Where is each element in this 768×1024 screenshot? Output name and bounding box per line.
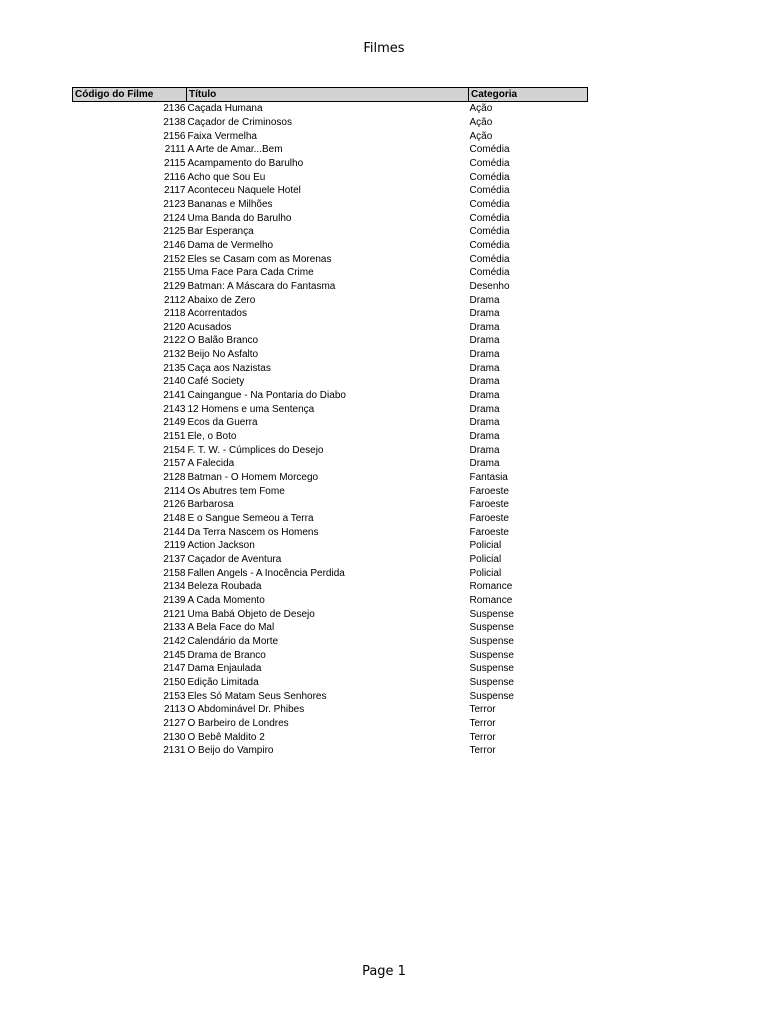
film-code-cell: 2117 <box>163 185 186 197</box>
table-row <box>73 266 588 280</box>
film-code-cell: 2136 <box>163 103 186 115</box>
table-row <box>73 512 588 526</box>
table-row <box>73 116 588 130</box>
film-category-cell: Suspense <box>469 676 514 688</box>
film-code-cell: 2143 <box>163 403 186 415</box>
header-code: Código do Filme <box>73 88 187 102</box>
film-category-cell: Drama <box>469 458 500 470</box>
film-title-cell: Dama Enjaulada <box>187 663 262 675</box>
table-row <box>73 525 588 539</box>
film-code-cell: 2120 <box>163 321 186 333</box>
film-category-cell: Comédia <box>469 212 510 224</box>
table-row <box>73 662 588 676</box>
film-category-cell: Suspense <box>469 608 514 620</box>
film-title-cell: O Balão Branco <box>187 335 259 347</box>
film-category-cell: Policial <box>469 553 502 565</box>
film-title-cell: Uma Face Para Cada Crime <box>187 267 314 279</box>
film-title-cell: Caça aos Nazistas <box>187 362 271 374</box>
table-row <box>73 457 588 471</box>
film-code-cell: 2141 <box>163 390 186 402</box>
film-code-cell: 2118 <box>163 308 186 320</box>
table-row <box>73 676 588 690</box>
table-row <box>73 594 588 608</box>
table-header-row <box>73 88 588 102</box>
film-code-cell: 2133 <box>163 622 186 634</box>
film-code-cell: 2127 <box>163 717 186 729</box>
film-category-cell: Drama <box>469 349 500 361</box>
page-footer: Page 1 <box>362 964 406 979</box>
film-category-cell: Desenho <box>469 280 510 292</box>
film-code-cell: 2130 <box>163 731 186 743</box>
table-row <box>73 730 588 744</box>
film-code-cell: 2151 <box>163 431 186 443</box>
film-category-cell: Comédia <box>469 226 510 238</box>
film-title-cell: O Bebê Maldito 2 <box>187 731 265 743</box>
film-category-cell: Comédia <box>469 157 510 169</box>
film-category-cell: Faroeste <box>469 526 509 538</box>
film-category-cell: Policial <box>469 540 502 552</box>
film-code-cell: 2119 <box>163 540 186 552</box>
film-title-cell: Eles se Casam com as Morenas <box>187 253 332 265</box>
film-category-cell: Comédia <box>469 144 510 156</box>
film-category-cell: Terror <box>469 745 496 757</box>
film-code-cell: 2158 <box>163 567 186 579</box>
header-title: Título <box>187 88 469 102</box>
film-title-cell: Caçador de Criminosos <box>187 116 292 128</box>
table-row <box>73 566 588 580</box>
film-code-cell: 2134 <box>163 581 186 593</box>
film-category-cell: Drama <box>469 335 500 347</box>
film-code-cell: 2157 <box>163 458 186 470</box>
table-row <box>73 129 588 143</box>
film-code-cell: 2123 <box>163 198 186 210</box>
film-code-cell: 2114 <box>163 485 186 497</box>
film-title-cell: F. T. W. - Cúmplices do Desejo <box>187 444 324 456</box>
film-category-cell: Drama <box>469 376 500 388</box>
film-title-cell: Aconteceu Naquele Hotel <box>187 185 301 197</box>
table-row <box>73 280 588 294</box>
film-title-cell: A Falecida <box>187 458 235 470</box>
table-row <box>73 252 588 266</box>
film-title-cell: Faixa Vermelha <box>187 130 257 142</box>
film-code-cell: 2139 <box>163 594 186 606</box>
film-category-cell: Ação <box>469 130 493 142</box>
table-row <box>73 580 588 594</box>
film-code-cell: 2137 <box>163 553 186 565</box>
film-category-cell: Comédia <box>469 171 510 183</box>
film-category-cell: Drama <box>469 444 500 456</box>
table-row <box>73 648 588 662</box>
film-title-cell: Drama de Branco <box>187 649 266 661</box>
film-title-cell: Acho que Sou Eu <box>187 171 266 183</box>
table-row <box>73 430 588 444</box>
film-code-cell: 2146 <box>163 239 186 251</box>
film-title-cell: Bananas e Milhões <box>187 198 273 210</box>
film-title-cell: Café Society <box>187 376 245 388</box>
film-code-cell: 2145 <box>163 649 186 661</box>
film-title-cell: Batman: A Máscara do Fantasma <box>187 280 336 292</box>
film-title-cell: Batman - O Homem Morcego <box>187 472 319 484</box>
film-title-cell: Action Jackson <box>187 540 255 552</box>
film-category-cell: Suspense <box>469 649 514 661</box>
film-title-cell: Abaixo de Zero <box>187 294 256 306</box>
film-category-cell: Drama <box>469 294 500 306</box>
table-row <box>73 361 588 375</box>
film-category-cell: Drama <box>469 321 500 333</box>
table-row <box>73 184 588 198</box>
film-category-cell: Comédia <box>469 198 510 210</box>
film-title-cell: Edição Limitada <box>187 676 259 688</box>
film-title-cell: Ecos da Guerra <box>187 417 258 429</box>
film-code-cell: 2132 <box>163 349 186 361</box>
table-row <box>73 307 588 321</box>
film-category-cell: Romance <box>469 581 513 593</box>
film-title-cell: A Bela Face do Mal <box>187 622 275 634</box>
film-title-cell: Uma Babá Objeto de Desejo <box>187 608 315 620</box>
film-code-cell: 2126 <box>163 499 186 511</box>
film-title-cell: Beijo No Asfalto <box>187 349 259 361</box>
page-title: Filmes <box>363 41 405 56</box>
film-category-cell: Ação <box>469 116 493 128</box>
table-row <box>73 239 588 253</box>
header-category: Categoria <box>469 88 588 102</box>
table-row <box>73 348 588 362</box>
film-category-cell: Comédia <box>469 253 510 265</box>
film-code-cell: 2152 <box>163 253 186 265</box>
film-code-cell: 2140 <box>163 376 186 388</box>
film-title-cell: Caingangue - Na Pontaria do Diabo <box>187 390 346 402</box>
film-title-cell: Fallen Angels - A Inocência Perdida <box>187 567 345 579</box>
film-code-cell: 2125 <box>163 226 186 238</box>
table-row <box>73 402 588 416</box>
film-code-cell: 2150 <box>163 676 186 688</box>
film-code-cell: 2111 <box>164 144 186 156</box>
film-category-cell: Faroeste <box>469 485 509 497</box>
film-code-cell: 2129 <box>163 280 186 292</box>
film-title-cell: Acusados <box>187 321 232 333</box>
table-row <box>73 484 588 498</box>
film-code-cell: 2142 <box>163 635 186 647</box>
film-category-cell: Comédia <box>469 267 510 279</box>
film-category-cell: Drama <box>469 431 500 443</box>
film-category-cell: Drama <box>469 417 500 429</box>
film-category-cell: Terror <box>469 731 496 743</box>
table-row <box>73 553 588 567</box>
film-category-cell: Comédia <box>469 239 510 251</box>
film-code-cell: 2138 <box>163 116 186 128</box>
table-row <box>73 293 588 307</box>
film-code-cell: 2156 <box>163 130 186 142</box>
film-title-cell: Caçador de Aventura <box>187 553 282 565</box>
film-code-cell: 2116 <box>163 171 186 183</box>
film-title-cell: A Cada Momento <box>187 594 265 606</box>
film-title-cell: Caçada Humana <box>187 103 263 115</box>
table-row <box>73 539 588 553</box>
table-row <box>73 416 588 430</box>
table-row <box>73 143 588 157</box>
film-title-cell: Acorrentados <box>187 308 247 320</box>
film-code-cell: 2115 <box>163 157 186 169</box>
film-category-cell: Romance <box>469 594 513 606</box>
film-title-cell: O Barbeiro de Londres <box>187 717 289 729</box>
film-code-cell: 2154 <box>163 444 186 456</box>
table-row <box>73 703 588 717</box>
table-row <box>73 443 588 457</box>
film-category-cell: Ação <box>469 103 493 115</box>
film-category-cell: Suspense <box>469 622 514 634</box>
film-title-cell: O Beijo do Vampiro <box>187 745 274 757</box>
film-code-cell: 2112 <box>163 294 186 306</box>
film-code-cell: 2144 <box>163 526 186 538</box>
film-code-cell: 2131 <box>163 745 186 757</box>
film-code-cell: 2149 <box>163 417 186 429</box>
film-title-cell: Uma Banda do Barulho <box>187 212 292 224</box>
film-title-cell: A Arte de Amar...Bem <box>187 144 283 156</box>
film-category-cell: Drama <box>469 390 500 402</box>
film-category-cell: Comédia <box>469 185 510 197</box>
film-title-cell: Barbarosa <box>187 499 234 511</box>
film-code-cell: 2148 <box>163 513 186 525</box>
table-row <box>73 621 588 635</box>
film-code-cell: 2124 <box>163 212 186 224</box>
table-row <box>73 225 588 239</box>
films-table <box>72 87 588 758</box>
film-code-cell: 2113 <box>163 704 186 716</box>
film-title-cell: Os Abutres tem Fome <box>187 485 285 497</box>
film-title-cell: O Abdominável Dr. Phibes <box>187 704 305 716</box>
table-row <box>73 211 588 225</box>
film-category-cell: Terror <box>469 717 496 729</box>
film-title-cell: Calendário da Morte <box>187 635 279 647</box>
film-category-cell: Drama <box>469 362 500 374</box>
film-category-cell: Policial <box>469 567 502 579</box>
table-row <box>73 635 588 649</box>
film-title-cell: Acampamento do Barulho <box>187 157 304 169</box>
table-row <box>73 744 588 758</box>
film-title-cell: Eles Só Matam Seus Senhores <box>187 690 327 702</box>
table-row <box>73 334 588 348</box>
table-row <box>73 717 588 731</box>
film-category-cell: Drama <box>469 403 500 415</box>
film-title-cell: Bar Esperança <box>187 226 254 238</box>
table-body <box>73 102 588 758</box>
table-row <box>73 170 588 184</box>
table-row <box>73 321 588 335</box>
film-category-cell: Drama <box>469 308 500 320</box>
film-category-cell: Fantasia <box>469 472 508 484</box>
table-row <box>73 198 588 212</box>
film-category-cell: Faroeste <box>469 513 509 525</box>
table-row <box>73 689 588 703</box>
film-code-cell: 2122 <box>163 335 186 347</box>
film-title-cell: Dama de Vermelho <box>187 239 274 251</box>
film-code-cell: 2155 <box>163 267 186 279</box>
film-title-cell: Beleza Roubada <box>187 581 262 593</box>
film-category-cell: Suspense <box>469 663 514 675</box>
table-row <box>73 102 588 116</box>
film-title-cell: 12 Homens e uma Sentença <box>187 403 315 415</box>
table-row <box>73 471 588 485</box>
film-code-cell: 2135 <box>163 362 186 374</box>
film-category-cell: Suspense <box>469 635 514 647</box>
table-row <box>73 389 588 403</box>
film-code-cell: 2128 <box>163 472 186 484</box>
table-row <box>73 375 588 389</box>
film-category-cell: Faroeste <box>469 499 509 511</box>
film-title-cell: Da Terra Nascem os Homens <box>187 526 319 538</box>
table-row <box>73 498 588 512</box>
table-row <box>73 157 588 171</box>
film-category-cell: Suspense <box>469 690 514 702</box>
film-code-cell: 2153 <box>163 690 186 702</box>
film-title-cell: Ele, o Boto <box>187 431 237 443</box>
film-category-cell: Terror <box>469 704 496 716</box>
film-code-cell: 2121 <box>163 608 186 620</box>
film-code-cell: 2147 <box>163 663 186 675</box>
table-row <box>73 607 588 621</box>
film-title-cell: E o Sangue Semeou a Terra <box>187 513 314 525</box>
